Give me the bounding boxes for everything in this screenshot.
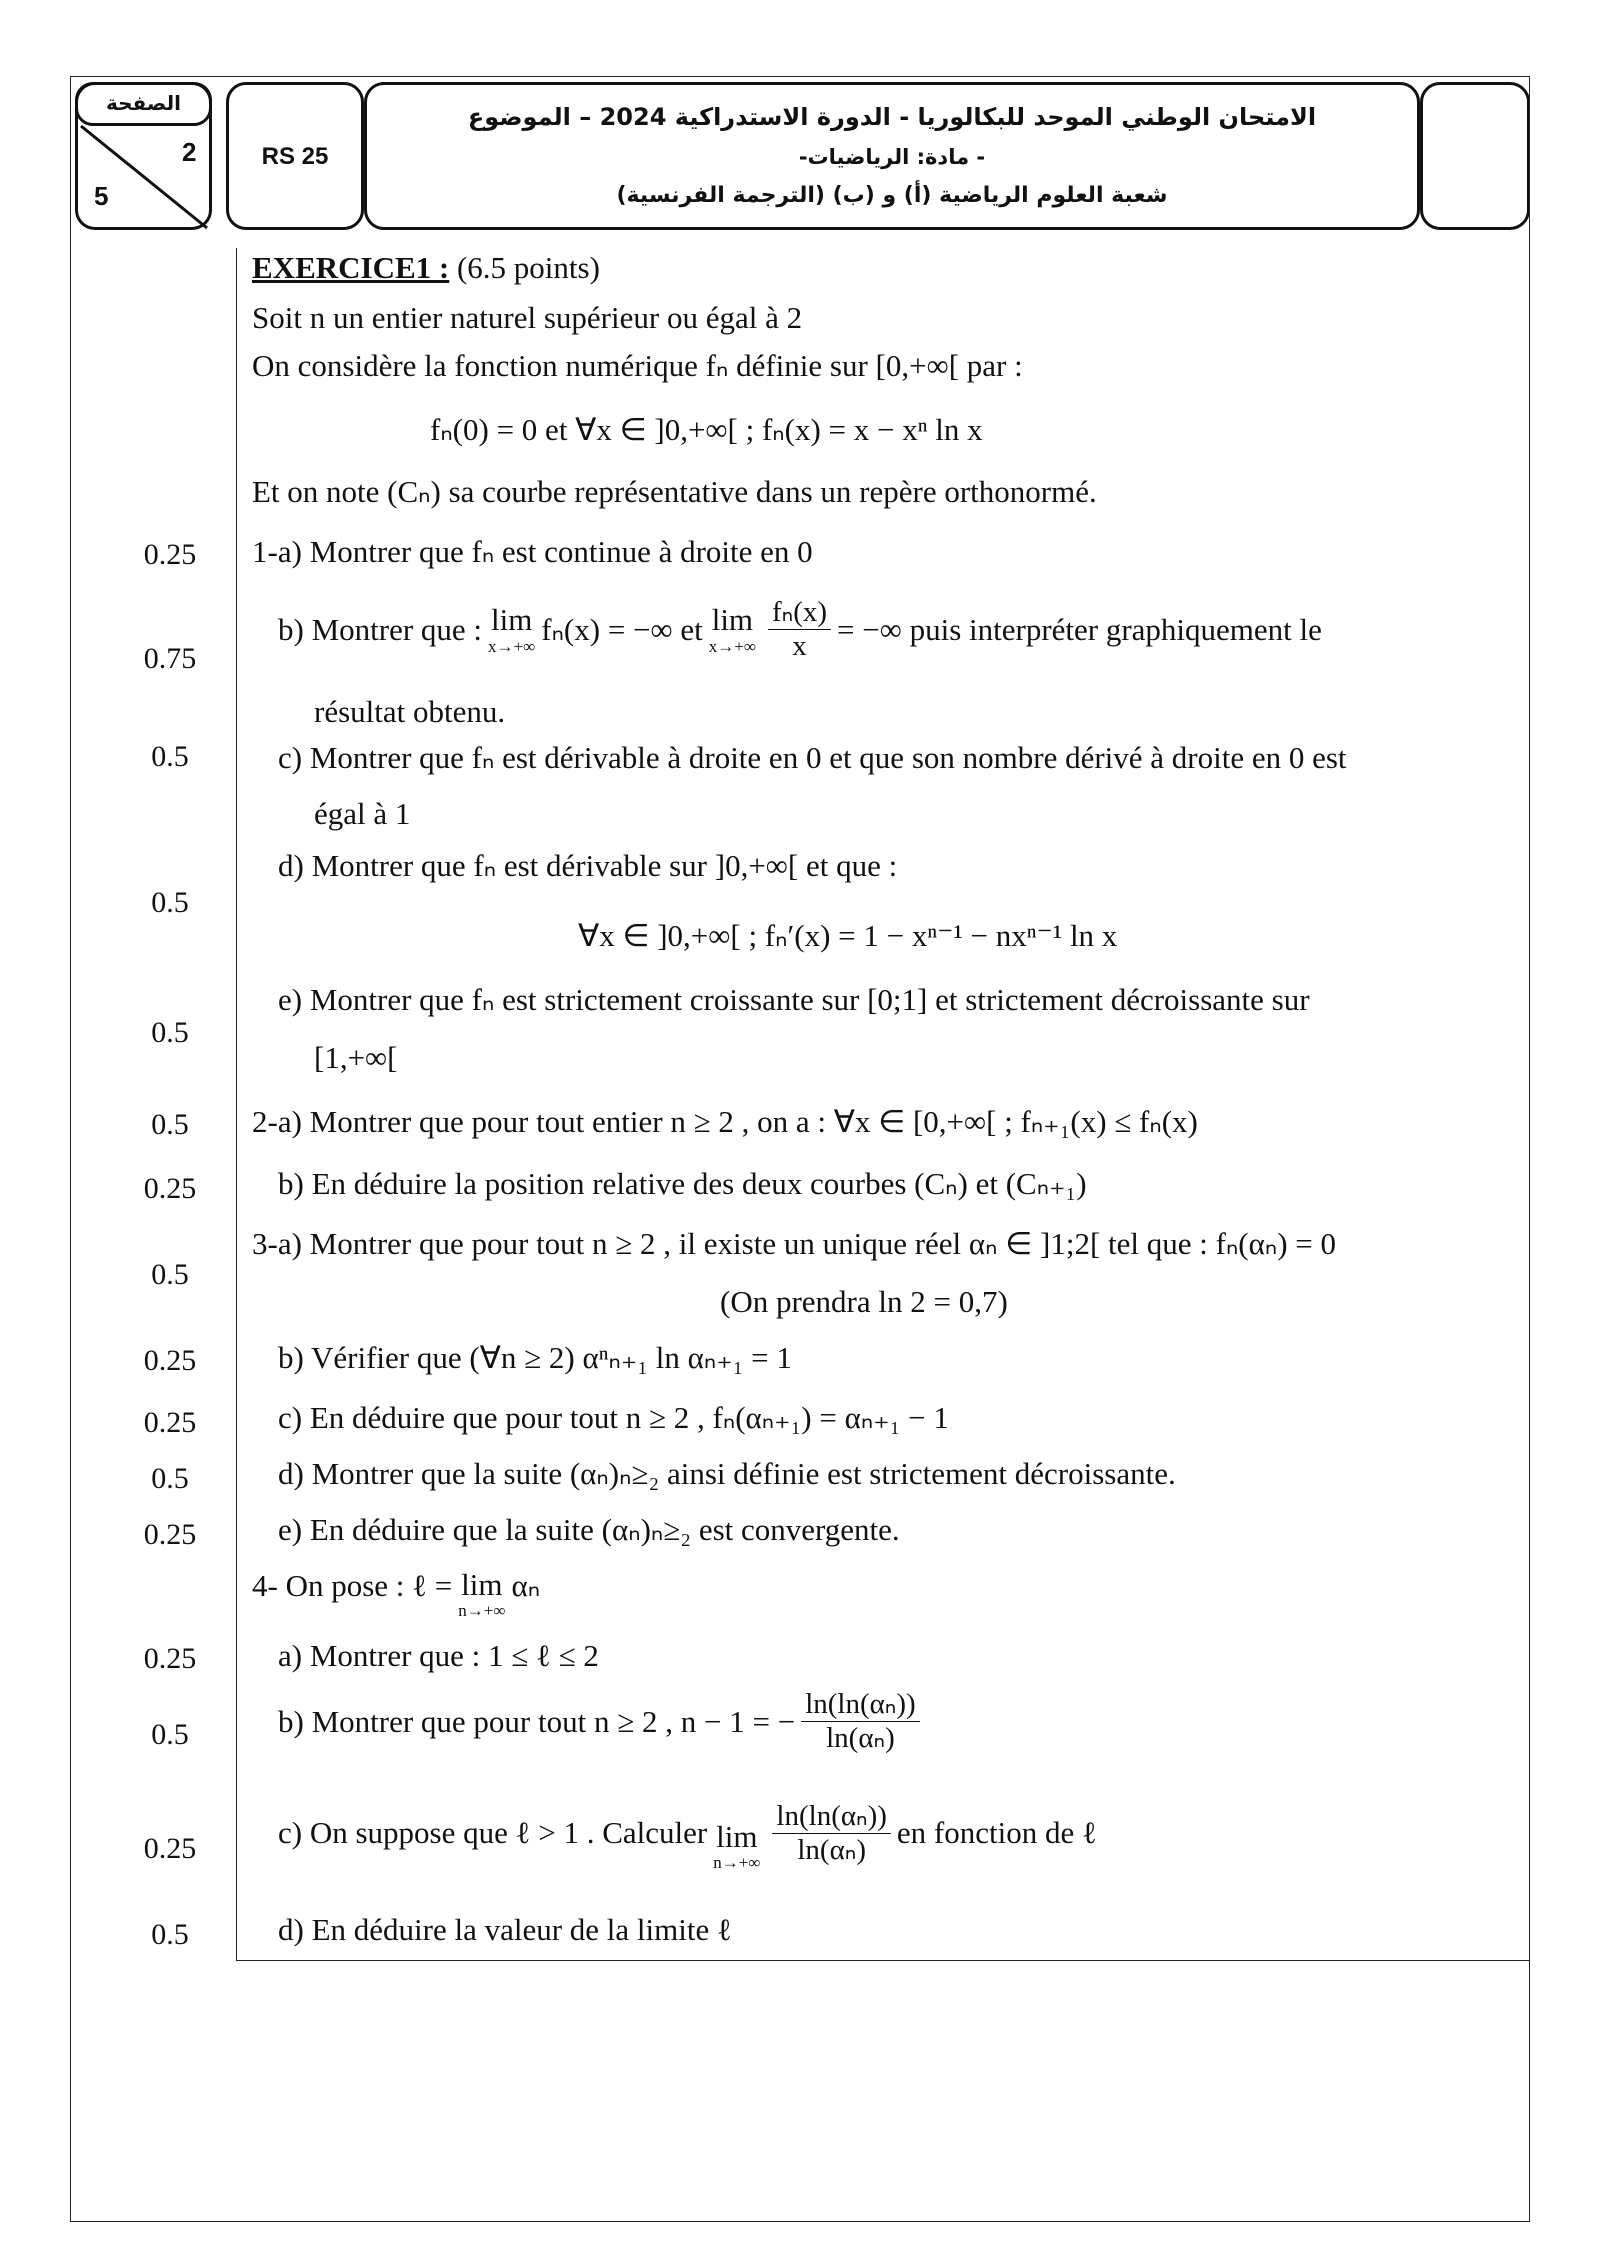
exercise-title: EXERCICE1 : — [252, 250, 450, 285]
derivative-formula: ∀x ∈ ]0,+∞[ ; fₙ′(x) = 1 − xⁿ⁻¹ − nxⁿ⁻¹ ln x — [578, 918, 1118, 953]
limit-4-word: lim — [461, 1567, 503, 1602]
points-3b: 0.25 — [143, 1344, 197, 1377]
fraction-lnln-denominator: ln(αₙ) — [826, 1722, 895, 1755]
question-4b — [278, 1688, 926, 1756]
function-definition: fₙ(0) = 0 et ∀x ∈ ]0,+∞[ ; fₙ(x) = x − xⁿ ln x — [430, 412, 983, 447]
question-3e: e) En déduire que la suite (αₙ)ₙ≥₂ est convergente. — [278, 1512, 900, 1547]
fraction-fx-over-x — [768, 596, 831, 664]
fraction-numerator: fₙ(x) — [768, 596, 831, 630]
limit-1-sub: x→+∞ — [488, 636, 536, 656]
question-1e: e) Montrer que fₙ est strictement croissante sur [0;1] et strictement décroissante sur — [278, 982, 1310, 1017]
question-4c-suffix: en fonction de ℓ — [896, 1815, 1097, 1851]
points-4c: 0.25 — [143, 1832, 197, 1865]
points-margin-line — [236, 248, 237, 1960]
exam-title-line3: شعبة العلوم الرياضية (أ) و (ب) (الترجمة الفرنسية) — [616, 183, 1168, 208]
fraction-lnln-numerator: ln(ln(αₙ)) — [801, 1688, 920, 1722]
points-3d: 0.5 — [151, 1462, 189, 1495]
points-4a: 0.25 — [143, 1642, 197, 1675]
question-1c: c) Montrer que fₙ est dérivable à droite en 0 et que son nombre dérivé à droite en 0 est — [278, 740, 1347, 775]
points-3c: 0.25 — [143, 1406, 197, 1439]
limit-2-sub: x→+∞ — [708, 636, 756, 656]
points-4b: 0.5 — [151, 1718, 189, 1751]
question-1e-cont: [1,+∞[ — [314, 1040, 398, 1075]
limit-4c-sub: n→+∞ — [713, 1853, 761, 1873]
exercise-points: (6.5 points) — [449, 250, 600, 285]
points-3e: 0.25 — [143, 1518, 197, 1551]
question-1b-cont: résultat obtenu. — [314, 694, 506, 729]
question-4b-text: b) Montrer que pour tout n ≥ 2 , n − 1 = − — [278, 1703, 796, 1739]
question-1d: d) Montrer que fₙ est dérivable sur ]0,+∞[ et que : — [278, 848, 898, 883]
intro-line-2: On considère la fonction numérique fₙ définie sur [0,+∞[ par : — [252, 348, 1023, 383]
points-1e: 0.5 — [151, 1016, 189, 1049]
points-4d: 0.5 — [151, 1918, 189, 1951]
page-frame — [70, 76, 1530, 2222]
limit-4 — [458, 1568, 505, 1621]
limit-2-word: lim — [711, 602, 754, 638]
fraction-denominator: x — [792, 630, 807, 663]
exam-title-line2: - مادة: الرياضيات- — [798, 145, 986, 169]
question-1c-cont: égal à 1 — [314, 796, 411, 831]
question-1b-limit1-body: fₙ(x) = −∞ et — [541, 611, 703, 647]
limit-2 — [709, 603, 756, 656]
limit-4-sub: n→+∞ — [458, 1601, 506, 1621]
exam-title-line1: الامتحان الوطني الموحد للبكالوريا - الدورة الاستدراكية 2024 – الموضوع — [467, 103, 1317, 131]
question-1b — [278, 596, 1322, 664]
question-3d: d) Montrer que la suite (αₙ)ₙ≥₂ ainsi définie est strictement décroissante. — [278, 1456, 1176, 1491]
question-3c: c) En déduire que pour tout n ≥ 2 , fₙ(αₙ₊₁) = αₙ₊₁ − 1 — [278, 1400, 949, 1435]
limit-4c — [713, 1820, 760, 1873]
question-2b: b) En déduire la position relative des deux courbes (Cₙ) et (Cₙ₊₁) — [278, 1166, 1087, 1201]
question-1b-prefix: b) Montrer que : — [278, 611, 483, 647]
question-3b: b) Vérifier que (∀n ≥ 2) αⁿₙ₊₁ ln αₙ₊₁ = 1 — [278, 1340, 792, 1375]
question-3a: 3-a) Montrer que pour tout n ≥ 2 , il existe un unique réel αₙ ∈ ]1;2[ tel que : fₙ(αₙ) = 0 — [252, 1226, 1337, 1261]
points-1b: 0.75 — [143, 642, 197, 675]
question-4c-prefix: c) On suppose que ℓ > 1 . Calculer — [278, 1815, 708, 1851]
question-3a-note: (On prendra ln 2 = 0,7) — [720, 1284, 1008, 1319]
limit-1-word: lim — [490, 602, 533, 638]
question-4-prefix: 4- On pose : ℓ = — [252, 1568, 453, 1603]
page-label: الصفحة — [75, 82, 212, 126]
exam-code: RS 25 — [261, 143, 329, 170]
page-current: 2 — [182, 137, 197, 167]
points-3a: 0.5 — [151, 1258, 189, 1291]
question-4d: d) En déduire la valeur de la limite ℓ — [278, 1912, 732, 1947]
fraction-lnln-2-numerator: ln(ln(αₙ)) — [772, 1800, 891, 1834]
points-1a: 0.25 — [143, 538, 197, 571]
points-2b: 0.25 — [143, 1172, 197, 1205]
limit-1 — [488, 603, 535, 656]
fraction-lnln-2 — [772, 1800, 891, 1868]
question-1a: 1-a) Montrer que fₙ est continue à droite en 0 — [252, 534, 813, 569]
exercise-heading — [252, 250, 600, 286]
points-2a: 0.5 — [151, 1108, 189, 1141]
points-1c: 0.5 — [151, 740, 189, 773]
question-1b-suffix: = −∞ puis interpréter graphiquement le — [837, 611, 1322, 647]
question-4 — [252, 1568, 540, 1621]
intro-line-3: Et on note (Cₙ) sa courbe représentative dans un repère orthonormé. — [252, 474, 1097, 509]
question-4a: a) Montrer que : 1 ≤ ℓ ≤ 2 — [278, 1638, 599, 1673]
page-total: 5 — [94, 181, 109, 211]
question-4c — [278, 1794, 1097, 1873]
fraction-lnln-2-denominator: ln(αₙ) — [797, 1833, 866, 1866]
points-1d: 0.5 — [151, 886, 189, 919]
fraction-lnln — [801, 1688, 920, 1756]
intro-line-1: Soit n un entier naturel supérieur ou égal à 2 — [252, 300, 803, 335]
question-2a: 2-a) Montrer que pour tout entier n ≥ 2 , on a : ∀x ∈ [0,+∞[ ; fₙ₊₁(x) ≤ fₙ(x) — [252, 1104, 1198, 1139]
exercise-end-line — [236, 1960, 1530, 1961]
question-4-tail: αₙ — [511, 1568, 541, 1603]
limit-4c-word: lim — [716, 1819, 758, 1854]
